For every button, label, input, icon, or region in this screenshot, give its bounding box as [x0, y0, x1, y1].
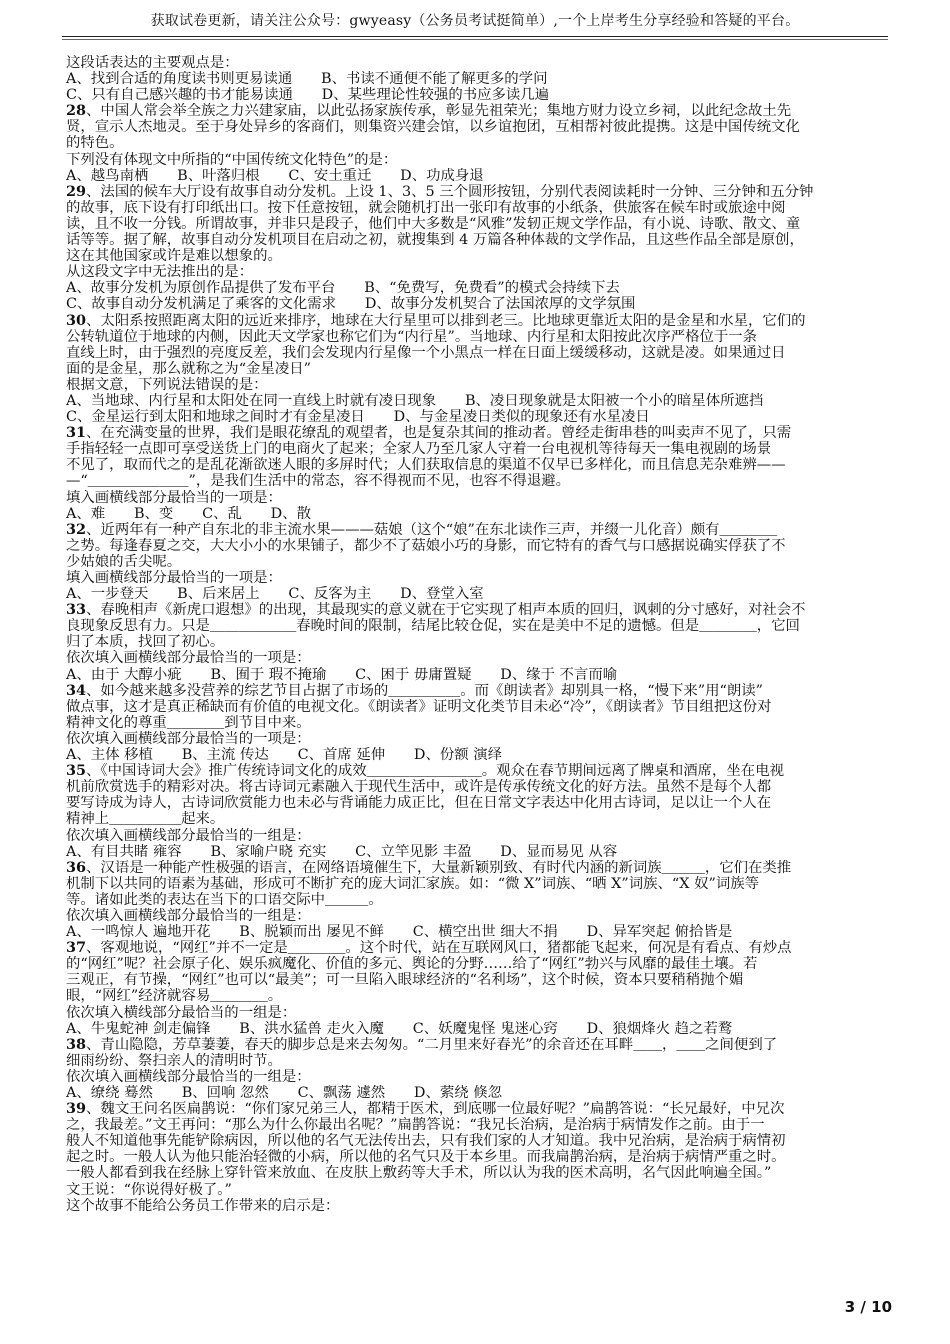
- page-number: 3 / 10: [844, 1298, 892, 1316]
- line-text: 、太阳系按照距离太阳的远近来排序，地球在大行星里可以排到老三。比地球更靠近太阳的是金星和水星，它们的: [86, 312, 806, 329]
- text-line: [66, 1165, 884, 1181]
- text-line: [66, 71, 884, 87]
- text-line: [66, 313, 884, 329]
- line-text: 这在其他国家或许是难以想象的。: [66, 248, 282, 265]
- line-text: 良现象反思有力。只是＿＿＿＿＿＿春晚时间的限制，结尾比较仓促，实在是美中不足的遗憾。但是＿＿＿＿，它回: [66, 618, 800, 635]
- text-line: [66, 795, 884, 811]
- text-line: [66, 1085, 884, 1101]
- line-text: 的“网红”呢？社会原子化、娱乐疯魔化、价值的多元、舆论的分野……给了“网红”勃兴与风靡的最佳土壤。若: [66, 956, 758, 973]
- text-line: [66, 473, 884, 489]
- line-text: 依次填入画横线部分最恰当的一项是：: [66, 650, 311, 667]
- line-text: 这段话表达的主要观点是：: [66, 55, 239, 71]
- line-text: 这个故事不能给公务员工作带来的启示是：: [66, 1197, 340, 1214]
- line-text: 细雨纷纷、祭扫亲人的清明时节。: [66, 1052, 282, 1069]
- question-number: 30: [66, 312, 87, 329]
- text-line: [66, 876, 884, 892]
- header-divider: [62, 36, 888, 37]
- text-line: [66, 747, 884, 763]
- text-line: [66, 634, 884, 650]
- text-line: [66, 1021, 884, 1037]
- text-line: [66, 763, 884, 779]
- question-number: 31: [66, 425, 87, 442]
- line-text: 起之时。一般人认为他只能治轻微的小病，所以他的名气只及于本乡里。而我扁鹊治病，是治病于病情严重之时。: [66, 1149, 786, 1166]
- line-text: 机制下以共同的语素为基础，形成可不断扩充的庞大词汇家族。如：“微 X”词族、“晒 X”词族、“X 奴”词族等: [66, 875, 760, 892]
- line-text: 依次填入画横线部分最恰当的一组是：: [66, 907, 311, 924]
- line-text: C、故事自动分发机满足了乘客的文化需求 D、故事分发机契合了法国浓厚的文学氛围: [66, 296, 636, 313]
- text-line: [66, 457, 884, 473]
- line-text: 、春晚相声《新虎口遐想》的出现，其最现实的意义就在于它实现了相声本质的回归，讽刺的分寸感好，对社会不: [86, 602, 806, 619]
- line-text: 读，且不收一分钱。所谓故事，并非只是段子，他们中大多数是“风雅”发轫正规文学作品，有小说、诗歌、散文、童: [66, 215, 801, 232]
- text-line: [66, 1069, 884, 1085]
- line-text: 不见了，取而代之的是乱花渐欲迷人眼的多屏时代；人们获取信息的渠道不仅早已多样化，而且信息芜杂难辨——: [66, 457, 786, 474]
- line-text: 少姑娘的舌尖呢。: [66, 553, 182, 570]
- line-text: 填入画横线部分最恰当的一项是：: [66, 570, 282, 586]
- line-text: A、故事分发机为原创作品提供了发布平台 B、“免费写，免费看”的模式会持续下去: [66, 280, 620, 297]
- text-line: [66, 1037, 884, 1053]
- line-text: —“＿＿＿＿＿＿＿”，是我们生活中的常态，容不得视而不见，也容不得退避。: [66, 473, 570, 490]
- text-line: [66, 119, 884, 135]
- line-text: 话等等。据了解，故事自动分发机项目在启动之初，就搜集到 4 万篇各种体裁的文学作品，且这些作品全部是原创，: [66, 232, 804, 249]
- line-text: 精神上＿＿＿＿＿起来。: [66, 811, 225, 828]
- text-line: [66, 1182, 884, 1198]
- line-text: 依次填入画横线部分最恰当的一组是：: [66, 827, 311, 844]
- text-line: [66, 280, 884, 296]
- text-line: [66, 1117, 884, 1133]
- line-text: A、缭绕 蓦然 B、回响 忽然 C、飘荡 遽然 D、萦绕 倏忽: [66, 1085, 502, 1101]
- question-number: 32: [66, 521, 87, 538]
- text-line: [66, 345, 884, 361]
- text-line: [66, 1101, 884, 1117]
- line-text: 般人不知道他事先能铲除病因，所以他的名气无法传出去，只有我们家的人才知道。我中兄治病，是治病于病情初: [66, 1133, 786, 1150]
- question-number: 38: [66, 1036, 87, 1053]
- line-text: 、汉语是一种能产性极强的语言，在网络语境催生下，大量新颖别致、有时代内涵的新词族＿＿＿，它们在类推: [86, 859, 792, 876]
- text-line: [66, 409, 884, 425]
- question-number: 35: [66, 763, 87, 780]
- question-number: 33: [66, 602, 87, 619]
- line-text: 的故事，底下设有打印纸出口。按下任意按钮，就会随机打出一张印有故事的小纸条，供旅客在候车时或旅途中阅: [66, 199, 786, 216]
- question-number: 28: [66, 103, 87, 120]
- line-text: 公转轨道位于地球的内侧，因此天文学家也称它们为“内行星”。当地球、内行星和太阳按此次序严格位于一条: [66, 328, 758, 345]
- text-line: [66, 248, 884, 264]
- line-text: A、主体 移植 B、主流 传达 C、首席 延伸 D、份额 演绎: [66, 747, 502, 764]
- line-text: 依次填入画横线部分最恰当的一项是：: [66, 730, 311, 747]
- question-number: 36: [66, 859, 87, 876]
- line-text: 文王说：“你说得好极了。”: [66, 1181, 232, 1198]
- question-number: 29: [66, 183, 87, 200]
- text-line: [66, 103, 884, 119]
- line-text: 下列没有体现文中所指的“中国传统文化特色”的是：: [66, 151, 398, 168]
- text-line: [66, 570, 884, 586]
- line-text: C、金星运行到太阳和地球之间时才有金星凌日 D、与金星凌日类似的现象还有水星凌日: [66, 409, 650, 426]
- line-text: 归了本质，找回了初心。: [66, 634, 225, 651]
- text-line: [66, 602, 884, 618]
- line-text: 依次填入画横线部分最恰当的一组是：: [66, 1068, 311, 1085]
- line-text: 之，我最差。”文王再问：“那么为什么你最出名呢？”扁鹊答说：“我兄长治病，是治病于病情发作之前。由于一: [66, 1117, 765, 1134]
- line-text: 机前欣赏选手的精彩对决。将古诗词元素融入于现代生活中，或许是传承传统文化的好方法。虽然不是每个人都: [66, 779, 772, 796]
- text-line: [66, 441, 884, 457]
- line-text: 面的是金星，那么就称之为“金星凌日”: [66, 360, 311, 377]
- text-line: [66, 731, 884, 747]
- line-text: A、由于 大醇小疵 B、囿于 瑕不掩瑜 C、困于 毋庸置疑 D、缘于 不言而喻: [66, 666, 618, 683]
- text-line: [66, 844, 884, 860]
- line-text: 一般人都看到我在经脉上穿针管来放血、在皮肤上敷药等大手术，所以认为我的医术高明，名气因此响遍全国。”: [66, 1165, 772, 1182]
- line-text: 精神文化的尊重＿＿＿＿到节目中来。: [66, 714, 311, 731]
- text-line: [66, 779, 884, 795]
- line-text: 、客观地说，“网红”并不一定是＿＿＿＿。这个时代，站在互联网风口，猪都能飞起来，何况是有看点、有炒点: [86, 940, 792, 957]
- line-text: 做点事，这才是真正稀缺而有价值的电视文化。《朗读者》证明文化类节目未必“冷”，《朗读者》节目组把这份对: [66, 698, 772, 715]
- line-text: A、有目共睹 雍容 B、家喻户晓 充实 C、立竿见影 丰盈 D、显而易见 从容: [66, 843, 618, 860]
- line-text: A、找到合适的角度读书则更易读通 B、书读不通便不能了解更多的学问: [66, 71, 548, 88]
- text-line: [66, 168, 884, 184]
- line-text: 眼，“网红”经济就容易＿＿＿＿。: [66, 988, 283, 1005]
- text-line: [66, 1198, 884, 1214]
- text-line: [66, 232, 884, 248]
- document-body: [66, 55, 884, 1214]
- text-line: [66, 377, 884, 393]
- line-text: A、越鸟南栖 B、叶落归根 C、安土重迁 D、功成身退: [66, 167, 484, 184]
- text-line: [66, 667, 884, 683]
- text-line: [66, 522, 884, 538]
- text-line: [66, 490, 884, 506]
- page-header: 获取试卷更新，请关注公众号：gwyeasy（公务员考试挺简单）,一个上岸考生分享经验和答疑的平台。: [150, 13, 800, 29]
- text-line: [66, 860, 884, 876]
- line-text: A、一鸣惊人 遍地开花 B、脱颖而出 屡见不鲜 C、横空出世 细大不捐 D、异军突起 俯拾皆是: [66, 924, 733, 941]
- text-line: [66, 506, 884, 522]
- text-line: [66, 55, 884, 71]
- line-text: 根据文意，下列说法错误的是：: [66, 376, 268, 393]
- line-text: C、只有自己感兴趣的书才能易读通 D、某些理论性较强的书应多读几遍: [66, 87, 550, 104]
- text-line: [66, 650, 884, 666]
- text-line: [66, 87, 884, 103]
- line-text: 从这段文字中无法推出的是：: [66, 264, 254, 281]
- text-line: [66, 296, 884, 312]
- text-line: [66, 892, 884, 908]
- line-text: A、难 B、变 C、乱 D、散: [66, 505, 311, 522]
- text-line: [66, 988, 884, 1004]
- line-text: 之势。每逢春夏之交，大大小小的水果铺子，都少不了菇娘小巧的身影，而它特有的香气与口感据说确实俘获了不: [66, 537, 786, 554]
- line-text: A、当地球、内行星和太阳处在同一直线上时就有凌日现象 B、凌日现象就是太阳被一个小的暗星体所遮挡: [66, 392, 764, 409]
- line-text: 贤，宣示人杰地灵。至于身处异乡的客商们，则集资兴建会馆，以乡谊抱团，互相帮衬彼此提携。这是中国传统文化: [66, 119, 800, 136]
- text-line: [66, 216, 884, 232]
- question-number: 39: [66, 1101, 87, 1118]
- line-text: 、如今越来越多没营养的综艺节目占据了市场的＿＿＿＿＿。而《朗读者》却别具一格，“慢下来”用“朗读”: [86, 682, 764, 699]
- header-divider-thin: [62, 39, 888, 40]
- text-line: [66, 940, 884, 956]
- text-line: [66, 828, 884, 844]
- text-line: [66, 908, 884, 924]
- text-line: [66, 425, 884, 441]
- line-text: A、牛鬼蛇神 剑走偏锋 B、洪水猛兽 走火入魔 C、妖魔鬼怪 鬼迷心窍 D、狼烟烽火 趋之若鹜: [66, 1020, 733, 1037]
- text-line: [66, 924, 884, 940]
- line-text: 等。诸如此类的表达在当下的口语交际中＿＿＿。: [66, 891, 383, 908]
- line-text: 、在充满变量的世界，我们是眼花缭乱的观望者，也是复杂其间的推动者。曾经走街串巷的叫卖声不见了，只需: [86, 425, 792, 442]
- line-text: 、近两年有一种产自东北的非主流水果———菇娘（这个“娘”在东北读作三声，并缀一儿化音）颇有＿＿＿＿: [86, 521, 778, 538]
- line-text: 要写诗成为诗人，古诗词欣赏能力也未必与背诵能力成正比，但在日常文字表达中化用古诗词，足以让一个人在: [66, 795, 772, 812]
- line-text: 手指轻轻一点即可享受送货上门的电商火了起来；全家人乃至几家人守着一台电视机等待每天一集电视剧的场景: [66, 441, 772, 458]
- line-text: 的特色。: [66, 135, 124, 152]
- text-line: [66, 554, 884, 570]
- text-line: [66, 811, 884, 827]
- line-text: 填入画横线部分最恰当的一项是：: [66, 489, 282, 506]
- line-text: A、一步登天 B、后来居上 C、反客为主 D、登堂入室: [66, 586, 484, 603]
- line-text: 、法国的候车大厅设有故事自动分发机。上设 1、3、5 三个圆形按钮，分别代表阅读耗时一分钟、三分钟和五分钟: [86, 183, 814, 200]
- text-line: [66, 1005, 884, 1021]
- line-text: 、魏文王问名医扁鹊说：“你们家兄弟三人，都精于医术，到底哪一位最好呢？”扁鹊答说：“长兄最好，中兄次: [86, 1101, 785, 1118]
- text-line: [66, 699, 884, 715]
- text-line: [66, 1133, 884, 1149]
- question-number: 34: [66, 682, 87, 699]
- text-line: [66, 184, 884, 200]
- text-line: [66, 538, 884, 554]
- text-line: [66, 264, 884, 280]
- text-line: [66, 586, 884, 602]
- text-line: [66, 152, 884, 168]
- text-line: [66, 618, 884, 634]
- line-text: 三观正，有节操，“网红”也可以“最美”；可一旦陷入眼球经济的“名利场”，这个时候，资本只要稍稍抛个媚: [66, 972, 744, 989]
- text-line: [66, 329, 884, 345]
- text-line: [66, 972, 884, 988]
- text-line: [66, 393, 884, 409]
- text-line: [66, 715, 884, 731]
- text-line: [66, 1149, 884, 1165]
- line-text: 、中国人常会举全族之力兴建家庙，以此弘扬家族传承，彰显先祖荣光；集地方财力设立乡祠，以此纪念故土先: [86, 103, 792, 120]
- text-line: [66, 200, 884, 216]
- question-number: 37: [66, 940, 87, 957]
- text-line: [66, 683, 884, 699]
- line-text: 依次填入横线部分最恰当的一组是：: [66, 1004, 297, 1021]
- text-line: [66, 135, 884, 151]
- text-line: [66, 1053, 884, 1069]
- text-line: [66, 361, 884, 377]
- text-line: [66, 956, 884, 972]
- line-text: 、青山隐隐，芳草萋萋，春天的脚步总是来去匆匆。“二月里来好春光”的余音还在耳畔＿＿，＿＿之间便到了: [86, 1036, 778, 1053]
- line-text: 直线上时，由于强烈的亮度反差，我们会发现内行星像一个小黑点一样在日面上缓缓移动，这就是凌。如果通过日: [66, 344, 786, 361]
- line-text: 、《中国诗词大会》推广传统诗词文化的成效＿＿＿＿＿＿＿＿。观众在春节期间远离了牌桌和酒席，坐在电视: [86, 763, 784, 780]
